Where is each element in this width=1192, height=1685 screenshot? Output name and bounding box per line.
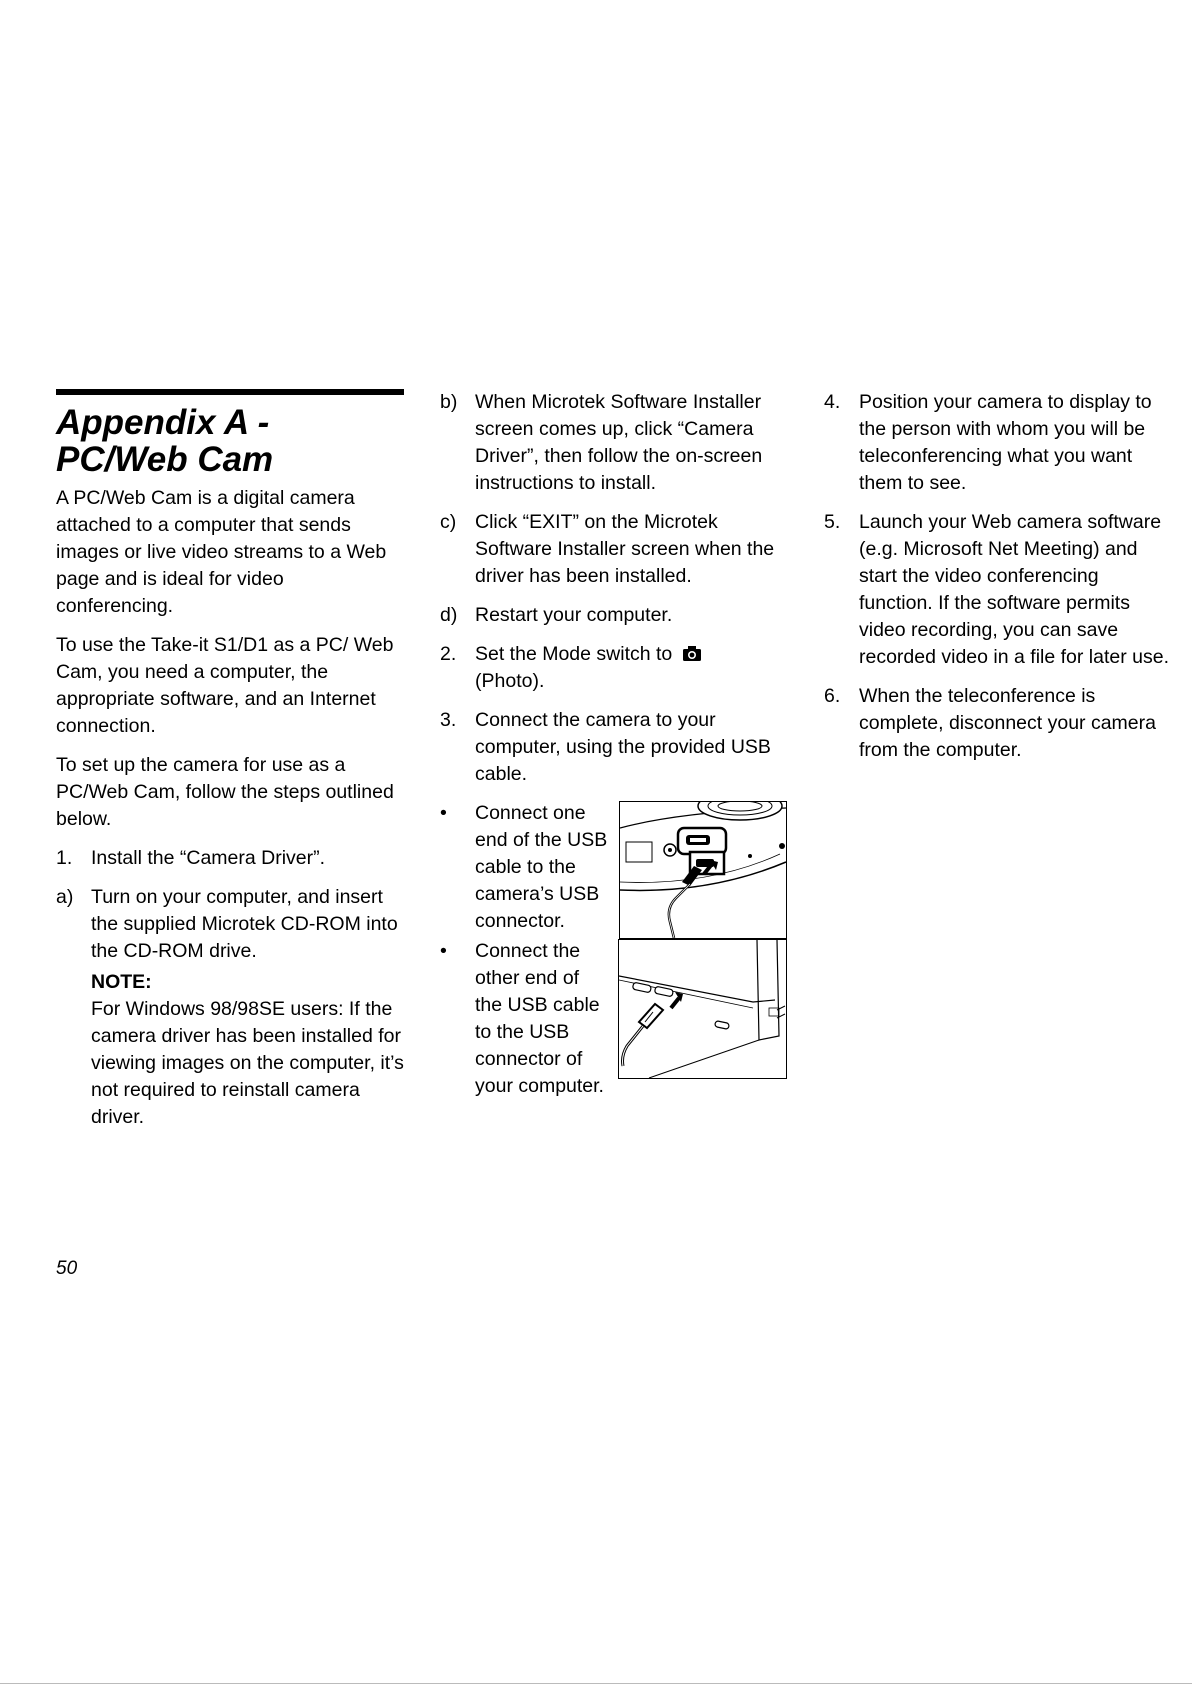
bullet-computer-connection <box>440 938 785 1119</box>
camera-icon <box>682 645 702 662</box>
note-text: For Windows 98/98SE users: If the camera driver has been installed for viewing images on the computer, it’s not required to reinstall camera driver. <box>91 998 404 1128</box>
bullet-camera-text: Connect one end of the USB cable to the camera’s USB connector. <box>475 802 608 932</box>
step-2 <box>440 641 785 695</box>
step-5-number: 5. <box>824 511 841 533</box>
step-5-text: Launch your Web camera software (e.g. Microsoft Net Meeting) and start the video conferencing function. If the software permits video recording, you can save recorded video in a file for later use. <box>859 511 1170 668</box>
step-c-letter: c) <box>440 511 457 533</box>
step-1-number: 1. <box>56 847 73 869</box>
page-title <box>56 404 404 478</box>
title-line-1: Appendix A - <box>56 403 270 442</box>
step-d <box>440 602 785 629</box>
step-6-text: When the teleconference is complete, disconnect your camera from the computer. <box>859 685 1156 761</box>
computer-usb-illustration <box>618 939 787 1079</box>
step-b-letter: b) <box>440 391 458 413</box>
title-line-2: PC/Web Cam <box>56 440 274 479</box>
step-4-number: 4. <box>824 391 841 413</box>
setup-paragraph: To set up the camera for use as a PC/Web Cam, follow the steps outlined below. <box>56 754 394 830</box>
step-3-number: 3. <box>440 709 457 731</box>
camera-usb-illustration <box>619 801 787 939</box>
step-2-text: Set the Mode switch to <box>475 643 673 665</box>
step-b <box>440 389 785 497</box>
page-number: 50 <box>56 1258 78 1279</box>
column-right <box>824 389 1169 776</box>
column-left <box>56 389 404 1143</box>
step-4 <box>824 389 1169 497</box>
column-middle <box>440 389 785 1119</box>
step-5 <box>824 509 1169 671</box>
note-heading: NOTE: <box>91 971 152 993</box>
intro-paragraph: A PC/Web Cam is a digital camera attached to a computer that sends images or live video streams to a Web page and is ideal for video conferencing. <box>56 487 387 617</box>
bottom-rule <box>0 1683 1192 1684</box>
step-c <box>440 509 785 590</box>
step-1-text: Install the “Camera Driver”. <box>91 847 326 869</box>
step-2-text-photo: (Photo). <box>475 670 545 692</box>
step-2-number: 2. <box>440 643 457 665</box>
bullet-computer-text: Connect the other end of the USB cable to the USB connector of your computer. <box>475 940 604 1097</box>
step-1 <box>56 845 404 872</box>
bullet-mark: • <box>440 802 447 824</box>
step-6-number: 6. <box>824 685 841 707</box>
step-d-text: Restart your computer. <box>475 604 673 626</box>
bullet-mark-2: • <box>440 940 447 962</box>
step-6 <box>824 683 1169 764</box>
step-4-text: Position your camera to display to the person with whom you will be teleconferencing what you want them to see. <box>859 391 1152 494</box>
title-rule <box>56 389 404 395</box>
step-a-letter: a) <box>56 886 74 908</box>
step-d-letter: d) <box>440 604 458 626</box>
step-3 <box>440 707 785 788</box>
step-a <box>56 884 404 1131</box>
step-3-text: Connect the camera to your computer, using the provided USB cable. <box>475 709 771 785</box>
requirements-paragraph: To use the Take-it S1/D1 as a PC/ Web Cam, you need a computer, the appropriate software, and an Internet connection. <box>56 634 394 737</box>
step-c-text: Click “EXIT” on the Microtek Software Installer screen when the driver has been installed. <box>475 511 775 587</box>
step-a-text: Turn on your computer, and insert the supplied Microtek CD-ROM into the CD-ROM drive. <box>91 886 398 962</box>
step-b-text: When Microtek Software Installer screen comes up, click “Camera Driver”, then follow the on-screen instructions to install. <box>475 391 763 494</box>
bullet-camera-connection <box>440 800 785 938</box>
